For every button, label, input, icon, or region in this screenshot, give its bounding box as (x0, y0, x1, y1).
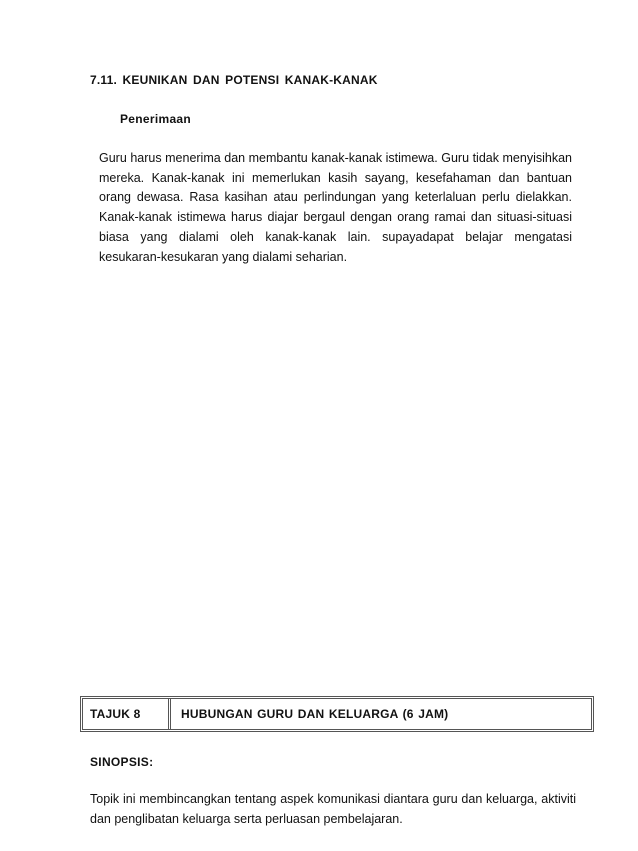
topic-table (80, 696, 594, 732)
topic-code-cell: TAJUK 8 (83, 699, 171, 729)
synopsis-text: Topik ini membincangkan tentang aspek komunikasi diantara guru dan keluarga, aktiviti dan penglibatan keluarga serta perluasan pembelajaran. (90, 792, 576, 826)
body-paragraph: Guru harus menerima dan membantu kanak-kanak istimewa. Guru tidak menyisihkan mereka. Kanak-kanak ini memerlukan kasih sayang, kesefahaman dan bantuan orang dewasa. Rasa kasihan atau perlindungan yang keterlaluan perlu dielakkan. Kanak-kanak istimewa harus diajar bergaul dengan orang ramai dan situasi-situasi biasa yang dialami oleh kanak-kanak lain. supayadapat belajar mengatasi kesukaran-kesukaran yang dialami seharian. (99, 151, 572, 264)
section-heading: 7.11. KEUNIKAN DAN POTENSI KANAK-KANAK (90, 73, 378, 87)
subsection-heading: Penerimaan (120, 112, 192, 126)
topic-title-cell: HUBUNGAN GURU DAN KELUARGA (6 JAM) (181, 707, 449, 721)
synopsis-label: SINOPSIS: (90, 755, 154, 769)
